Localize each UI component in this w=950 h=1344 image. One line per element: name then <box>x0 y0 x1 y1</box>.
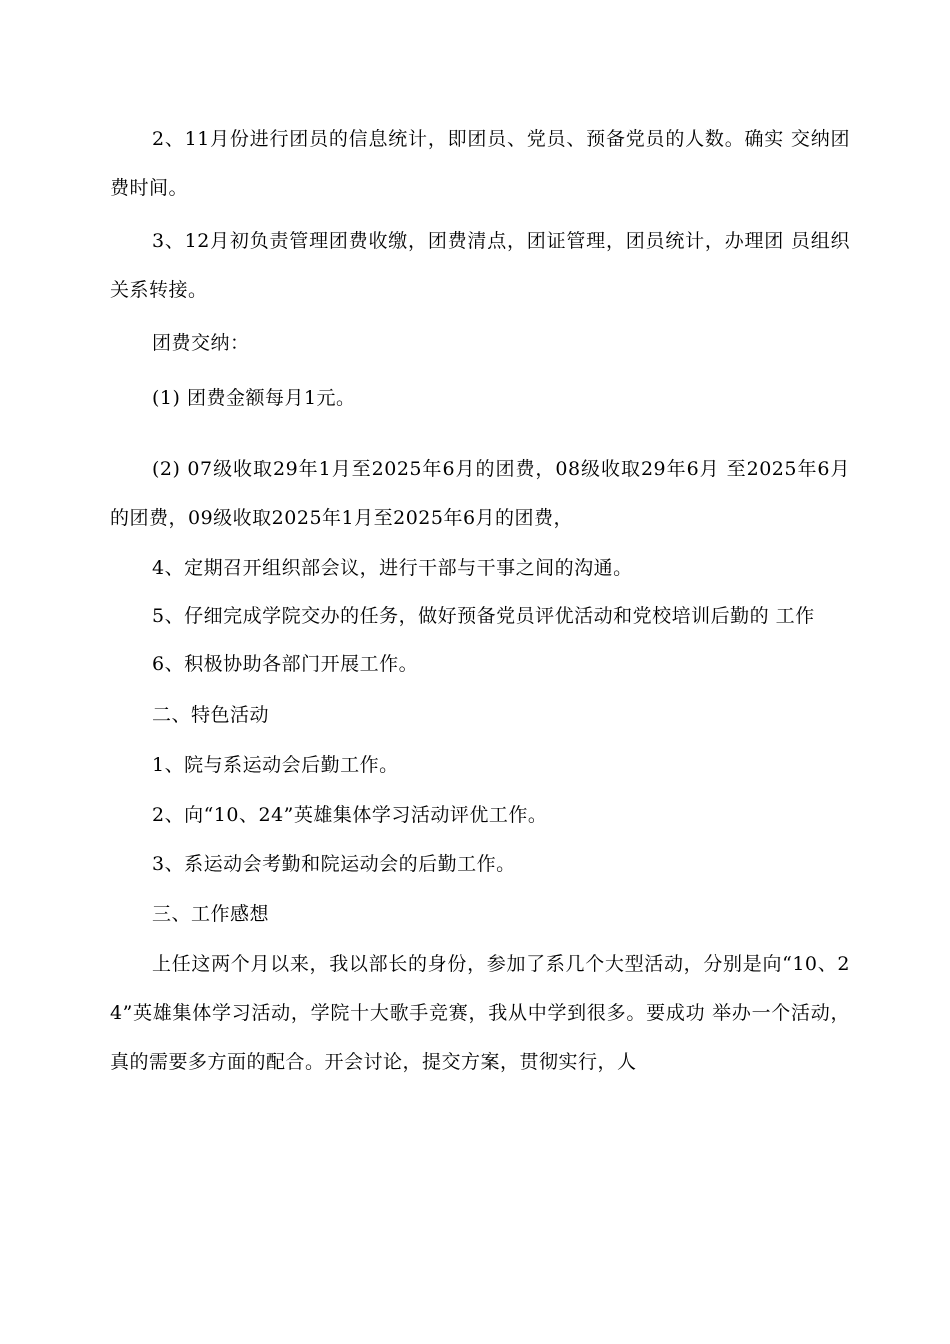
paragraph-tasks: 5、仔细完成学院交办的任务，做好预备党员评优活动和党校培训后勤的 工作 <box>152 605 815 627</box>
section-heading-activities: 二、特色活动 <box>152 704 270 726</box>
paragraph-activity-2: 2、向“10、24”英雄集体学习活动评优工作。 <box>152 804 548 826</box>
paragraph-activity-1: 1、院与系运动会后勤工作。 <box>152 754 399 776</box>
paragraph-meetings: 4、定期召开组织部会议，进行干部与干事之间的沟通。 <box>152 557 633 579</box>
section-heading-reflection: 三、工作感想 <box>152 903 270 925</box>
paragraph-assist: 6、积极协助各部门开展工作。 <box>152 653 419 675</box>
paragraph-fee-statistics: 2、11月份进行团员的信息统计，即团员、党员、预备党员的人数。确实 交纳团费时间。 <box>110 128 850 199</box>
paragraph-fee-collection: (2) 07级收取29年1月至2025年6月的团费，08级收取29年6月 至2025年6月的团费，09级收取2025年1月至2025年6月的团费， <box>110 458 850 529</box>
paragraph-fee-amount: (1) 团费金额每月1元。 <box>152 387 356 409</box>
paragraph-fee-management: 3、12月初负责管理团费收缴，团费清点，团证管理，团员统计，办理团 员组织关系转接。 <box>110 230 850 301</box>
paragraph-fee-heading: 团费交纳： <box>152 332 250 354</box>
paragraph-reflection: 上任这两个月以来，我以部长的身份，参加了系几个大型活动，分别是向“10、24”英雄集体学习活动，学院十大歌手竞赛，我从中学到很多。要成功 举办一个活动，真的需要多方面的配合。开会讨论，提交方案，贯彻实行，人 <box>110 953 850 1073</box>
paragraph-activity-3: 3、系运动会考勤和院运动会的后勤工作。 <box>152 853 516 875</box>
